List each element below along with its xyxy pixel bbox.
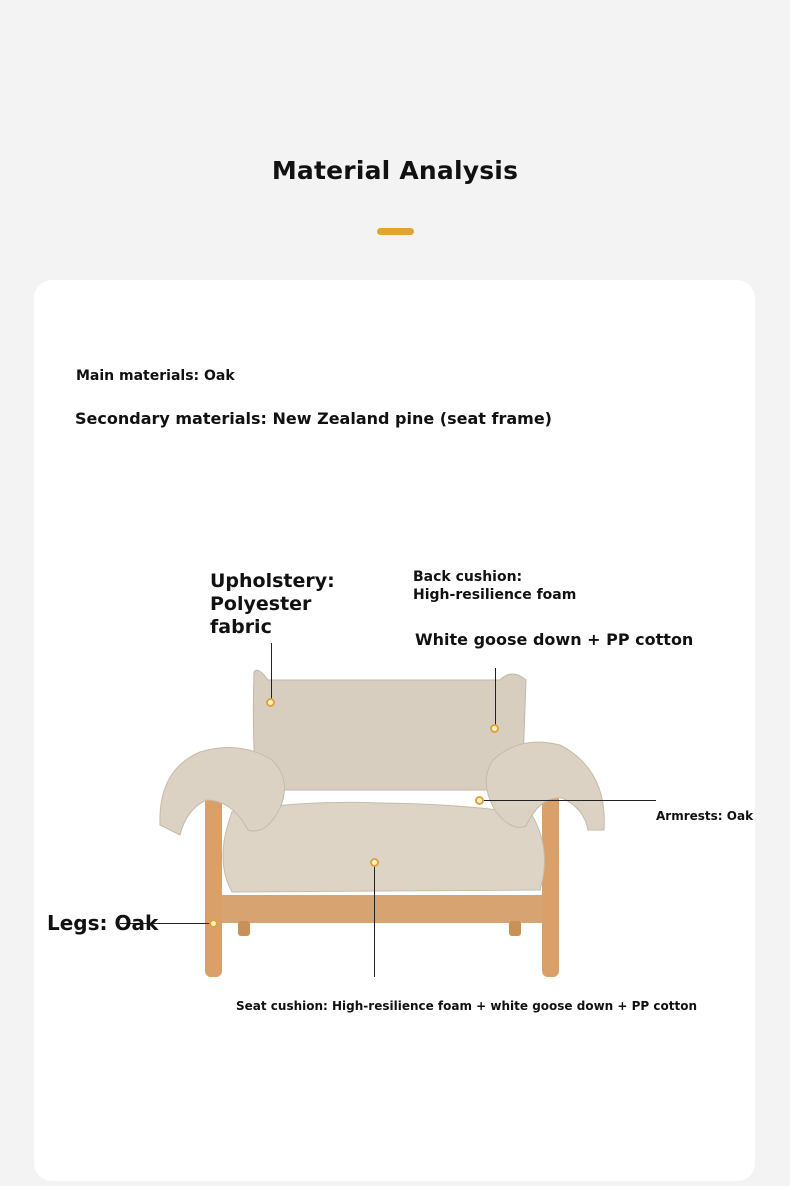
armrest-leader [480, 800, 656, 801]
upholstery-dot [266, 698, 275, 707]
back-fill-callout: White goose down + PP cotton [415, 630, 694, 649]
back-cushion [253, 670, 526, 790]
back-cushion-foam: High-resilience foam [413, 587, 577, 603]
armrests-callout: Armrests: Oak [656, 809, 754, 823]
seat-dot [370, 858, 379, 867]
seat-cushion-callout: Seat cushion: High-resilience foam + white goose down + PP cotton [236, 999, 697, 1013]
front-left-leg [205, 775, 222, 977]
upholstery-callout: Upholstery: Polyester fabric [210, 570, 335, 638]
seat-leader [374, 862, 375, 977]
back-cushion-title: Back cushion: [413, 569, 523, 585]
legs-callout: Legs: Oak [47, 911, 159, 935]
left-armrest-cushion [160, 748, 285, 836]
back-cushion-callout [413, 568, 576, 604]
back-left-leg [238, 921, 250, 936]
upholstery-leader [271, 643, 272, 703]
main-materials-label: Main materials: Oak [76, 368, 235, 384]
back-right-leg [509, 921, 521, 936]
seat-rail [222, 895, 542, 923]
legs-dot [209, 919, 218, 928]
armrest-dot [475, 796, 484, 805]
secondary-materials-label: Secondary materials: New Zealand pine (seat frame) [75, 409, 552, 428]
back-cushion-dot [490, 724, 499, 733]
page-title: Material Analysis [271, 156, 519, 185]
back-cushion-leader [495, 668, 496, 728]
